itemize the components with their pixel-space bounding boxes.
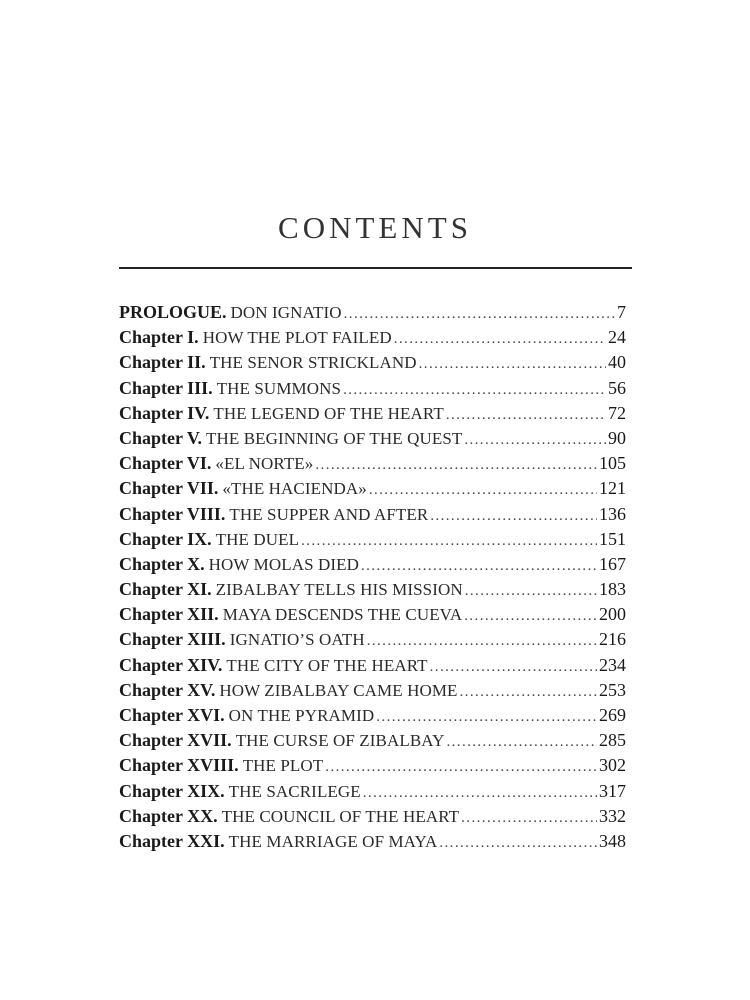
- dot-leader: [343, 378, 606, 401]
- title-divider: [119, 267, 632, 269]
- dot-leader: [430, 655, 597, 678]
- page-number: 332: [599, 805, 626, 826]
- dot-leader: [361, 554, 597, 577]
- page-number: 7: [617, 302, 626, 322]
- toc-entry: [119, 527, 626, 552]
- chapter-label: Chapter IV.: [119, 402, 210, 423]
- chapter-title: THE SUPPER AND AFTER: [229, 504, 429, 524]
- dot-leader: [461, 806, 597, 829]
- page-number: 72: [608, 402, 626, 423]
- chapter-title: HOW ZIBALBAY CAME HOME: [219, 680, 458, 700]
- table-of-contents: [119, 300, 626, 854]
- page-number: 302: [599, 755, 626, 776]
- chapter-title: THE DUEL: [215, 529, 300, 549]
- chapter-label: Chapter XV.: [119, 679, 216, 700]
- chapter-title: MAYA DESCENDS THE CUEVA: [222, 605, 463, 625]
- page-number: 151: [599, 528, 626, 549]
- page-number: 136: [599, 503, 626, 524]
- chapter-title: HOW THE PLOT FAILED: [202, 328, 392, 348]
- dot-leader: [419, 352, 606, 375]
- toc-entry: [119, 703, 626, 728]
- chapter-title: THE LEGEND OF THE HEART: [213, 403, 444, 423]
- toc-entry: [119, 653, 626, 678]
- chapter-label: Chapter VIII.: [119, 503, 226, 524]
- chapter-title: THE SENOR STRICKLAND: [209, 353, 417, 373]
- dot-leader: [460, 680, 597, 703]
- chapter-title: THE PLOT: [242, 756, 324, 776]
- chapter-title: «EL NORTE»: [215, 454, 314, 474]
- chapter-title: ZIBALBAY TELLS HIS MISSION: [215, 580, 463, 600]
- chapter-title: THE BEGINNING OF THE QUEST: [206, 428, 463, 448]
- chapter-title: THE SUMMONS: [216, 378, 342, 398]
- dot-leader: [315, 453, 597, 476]
- toc-entry: [119, 401, 626, 426]
- chapter-label: PROLOGUE.: [119, 302, 227, 322]
- dot-leader: [376, 705, 597, 728]
- page-number: 105: [599, 453, 626, 474]
- dot-leader: [439, 831, 597, 854]
- toc-entry: [119, 476, 626, 501]
- chapter-label: Chapter XI.: [119, 579, 212, 600]
- toc-entry: [119, 602, 626, 627]
- chapter-title: THE CITY OF THE HEART: [226, 655, 428, 675]
- page-number: 56: [608, 377, 626, 398]
- toc-entry: [119, 376, 626, 401]
- dot-leader: [325, 755, 597, 778]
- chapter-title: THE COUNCIL OF THE HEART: [221, 806, 460, 826]
- toc-entry: [119, 552, 626, 577]
- chapter-label: Chapter X.: [119, 553, 205, 574]
- page-number: 317: [599, 780, 626, 801]
- toc-entry: [119, 753, 626, 778]
- toc-entry: [119, 300, 626, 325]
- page-number: 121: [599, 478, 626, 499]
- page-number: 24: [608, 327, 626, 348]
- chapter-label: Chapter IX.: [119, 528, 212, 549]
- page-number: 234: [599, 654, 626, 675]
- toc-entry: [119, 728, 626, 753]
- dot-leader: [464, 428, 606, 451]
- chapter-title: THE SACRILEGE: [228, 781, 361, 801]
- chapter-label: Chapter XII.: [119, 604, 219, 625]
- chapter-label: Chapter XVI.: [119, 705, 225, 725]
- chapter-label: Chapter VII.: [119, 478, 219, 499]
- toc-entry: [119, 829, 626, 854]
- dot-leader: [464, 604, 597, 627]
- dot-leader: [363, 781, 597, 804]
- page-number: 253: [599, 679, 626, 700]
- chapter-label: Chapter V.: [119, 427, 203, 448]
- dot-leader: [446, 403, 606, 426]
- chapter-label: Chapter XIII.: [119, 629, 226, 650]
- chapter-label: Chapter XIV.: [119, 654, 223, 675]
- page-number: 216: [599, 629, 626, 650]
- chapter-label: Chapter XIX.: [119, 780, 225, 801]
- chapter-title: HOW MOLAS DIED: [208, 554, 359, 574]
- chapter-label: Chapter XVIII.: [119, 755, 239, 776]
- toc-entry: [119, 678, 626, 703]
- toc-entry: [119, 577, 626, 602]
- chapter-label: Chapter III.: [119, 377, 213, 398]
- toc-entry: [119, 502, 626, 527]
- chapter-label: Chapter XVII.: [119, 730, 232, 751]
- page-number: 200: [599, 604, 626, 625]
- dot-leader: [369, 478, 597, 501]
- page-number: 269: [599, 705, 626, 725]
- chapter-title: THE MARRIAGE OF MAYA: [228, 831, 438, 851]
- toc-entry: [119, 426, 626, 451]
- page-number: 40: [608, 352, 626, 373]
- dot-leader: [367, 629, 597, 652]
- page-number: 285: [599, 730, 626, 751]
- dot-leader: [394, 327, 606, 350]
- chapter-title: «THE HACIENDA»: [222, 479, 367, 499]
- chapter-title: IGNATIO’S OATH: [229, 630, 365, 650]
- page-number: 348: [599, 830, 626, 851]
- toc-entry: [119, 627, 626, 652]
- chapter-title: ON THE PYRAMID: [228, 706, 375, 725]
- dot-leader: [430, 504, 597, 527]
- chapter-title: THE CURSE OF ZIBALBAY: [235, 731, 445, 751]
- chapter-title: DON IGNATIO: [230, 303, 342, 322]
- dot-leader: [465, 579, 597, 602]
- dot-leader: [447, 730, 598, 753]
- toc-entry: [119, 451, 626, 476]
- chapter-label: Chapter I.: [119, 327, 199, 348]
- page-number: 90: [608, 427, 626, 448]
- toc-entry: [119, 325, 626, 350]
- toc-entry: [119, 779, 626, 804]
- page-number: 183: [599, 579, 626, 600]
- toc-entry: [119, 350, 626, 375]
- chapter-label: Chapter II.: [119, 352, 206, 373]
- page-number: 167: [599, 553, 626, 574]
- dot-leader: [344, 302, 615, 325]
- dot-leader: [301, 529, 597, 552]
- chapter-label: Chapter XX.: [119, 805, 218, 826]
- chapter-label: Chapter XXI.: [119, 830, 225, 851]
- page-title: CONTENTS: [278, 210, 472, 245]
- chapter-label: Chapter VI.: [119, 453, 212, 474]
- toc-entry: [119, 804, 626, 829]
